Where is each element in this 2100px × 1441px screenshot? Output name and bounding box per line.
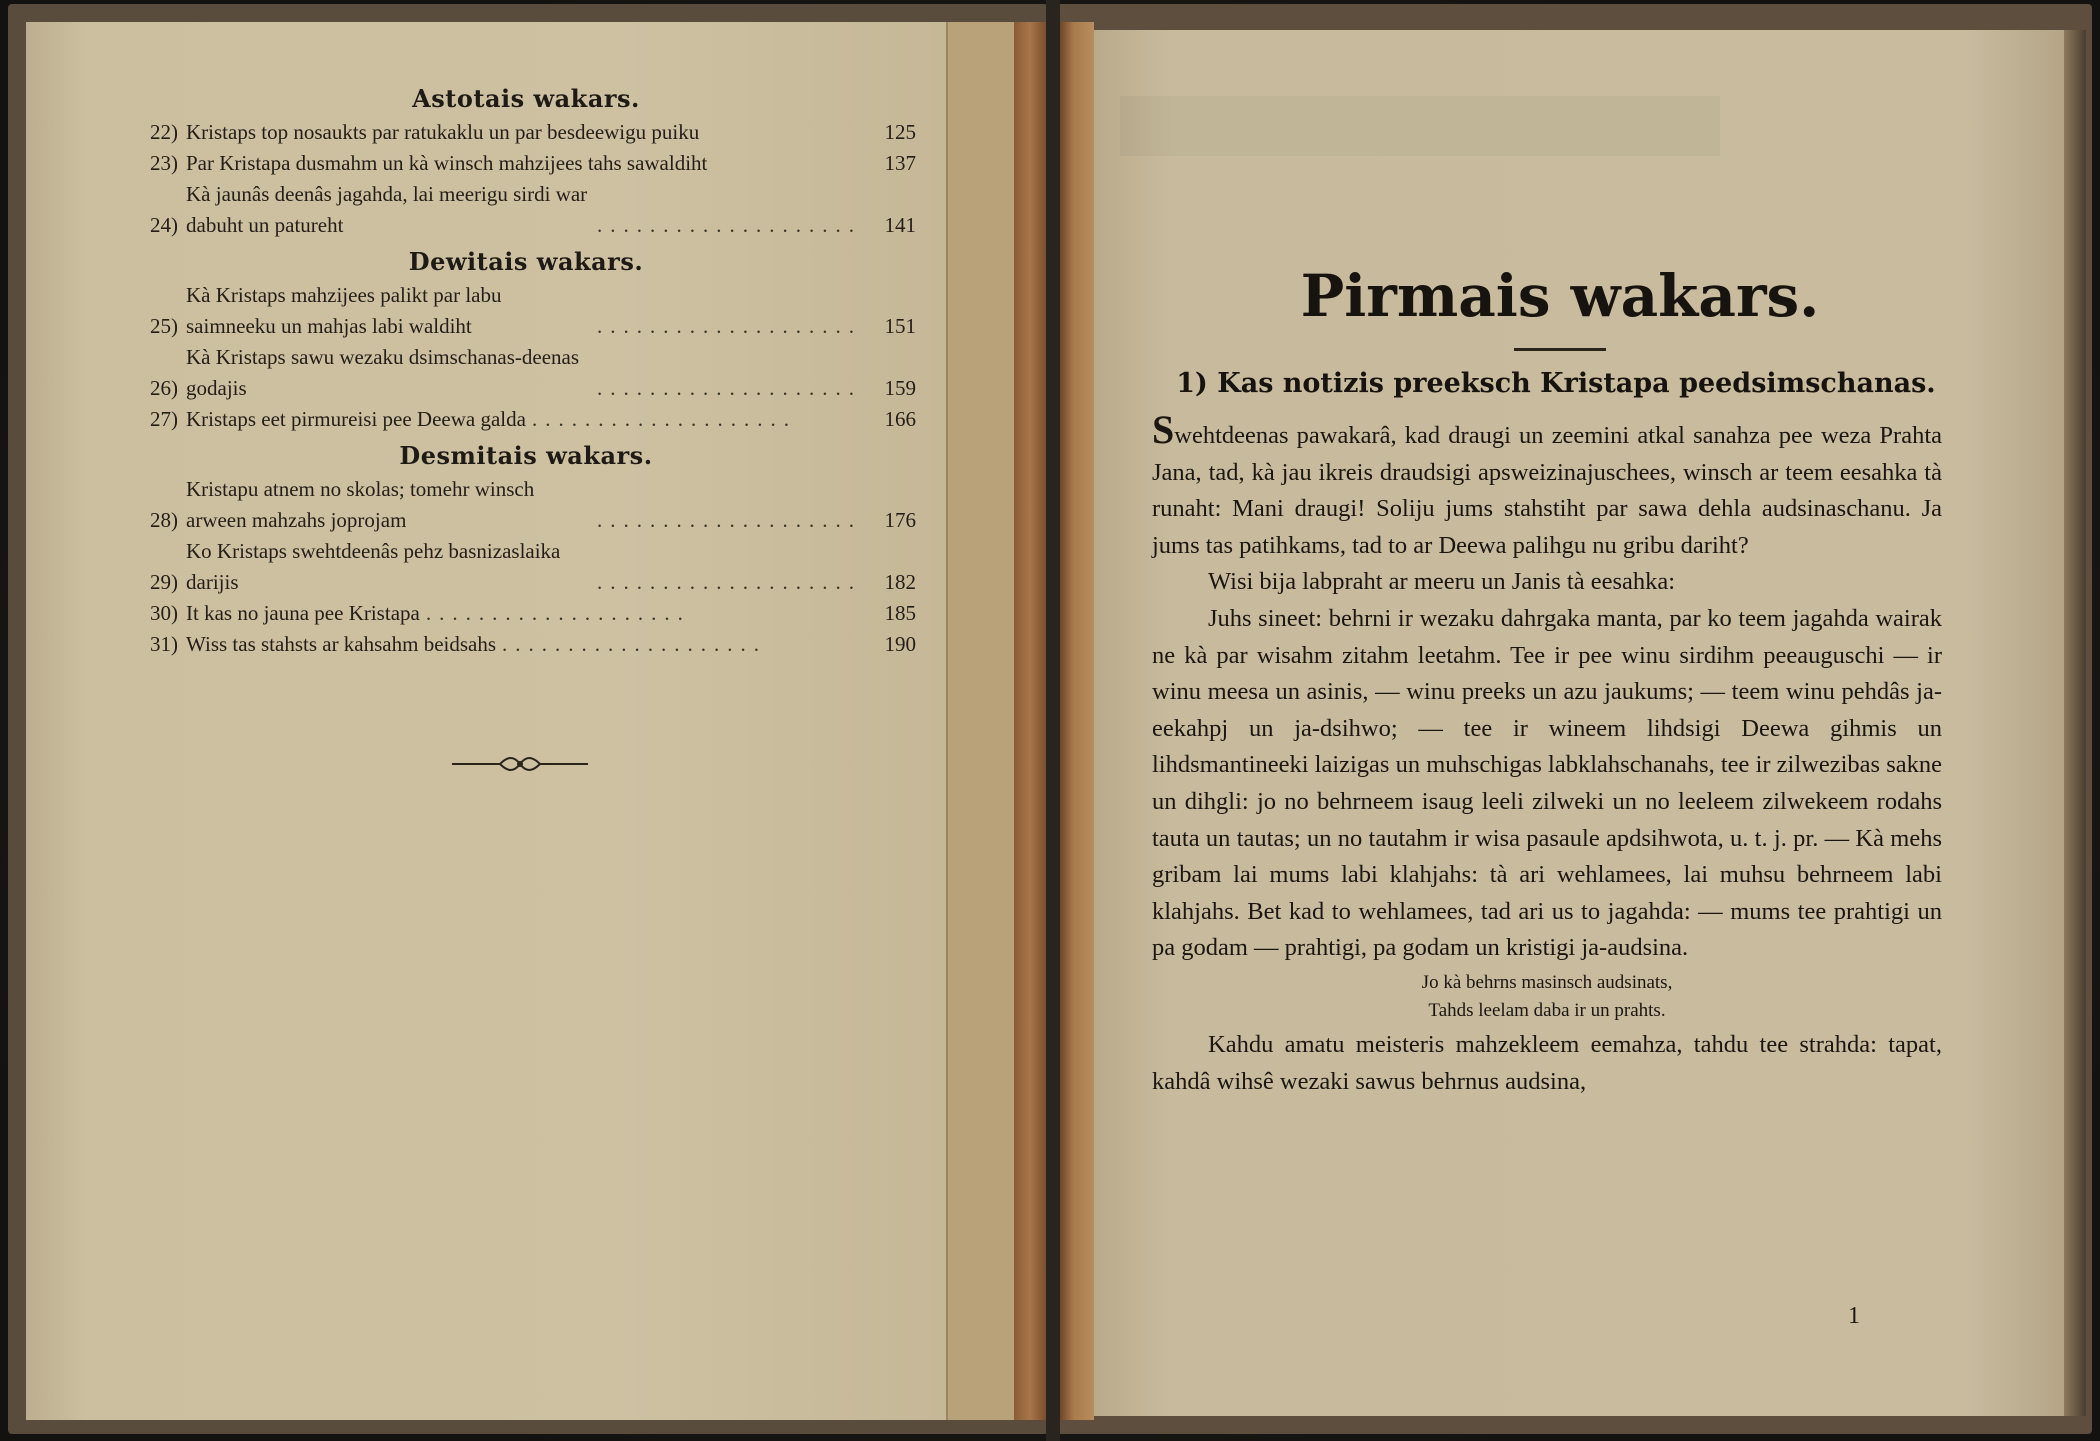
toc-entry-number: 28): [150, 508, 178, 532]
toc-section: [136, 247, 916, 435]
paragraph: [1152, 407, 1942, 564]
verse-line: Tahds leelam daba ir un prahts.: [1428, 999, 1666, 1021]
toc-entry-page: 190: [884, 632, 916, 656]
table-of-contents: [136, 84, 916, 660]
paragraph: Kahdu amatu meisteris mahzekleem eemahza, tahdu tee strahda: tapat, kahdâ wihsê wezaki sawus behrnus audsina,: [1152, 1030, 1942, 1095]
toc-entry-title: Kristaps top nosaukts par ratukaklu un par besdeewigu puiku: [186, 120, 700, 144]
toc-entry-title: Kristaps eet pirmureisi pee Deewa galda: [186, 407, 526, 431]
toc-entry: [136, 598, 916, 629]
toc-entry-page: 185: [884, 601, 916, 625]
toc-leader-dots: ....................: [597, 376, 862, 400]
toc-entry-title: Kà Kristaps mahzijees palikt par labu saimneeku un mahjas labi waldiht: [186, 283, 502, 338]
paragraph: Wisi bija labpraht ar meeru un Janis tà eesahka:: [1208, 568, 1676, 596]
toc-section-heading: Astotais wakars.: [412, 84, 640, 113]
toc-entry-number: 24): [150, 213, 178, 237]
toc-entry-number: 31): [150, 632, 178, 656]
toc-leader-dots: ....................: [531, 407, 797, 431]
toc-entry-number: 27): [150, 407, 178, 431]
toc-entry-page: 151: [884, 314, 916, 338]
binding-gutter-left: [1014, 22, 1046, 1420]
left-page-paper-strip: [946, 22, 1016, 1420]
toc-entry-number: 22): [150, 120, 178, 144]
toc-section-heading: Desmitais wakars.: [399, 441, 653, 470]
toc-entry-number: 26): [150, 376, 178, 400]
title-rule: [1514, 348, 1606, 351]
toc-entry-number: 29): [150, 570, 178, 594]
toc-entry: [136, 280, 916, 342]
toc-entry-title: Wiss tas stahsts ar kahsahm beidsahs: [186, 632, 497, 656]
binding-gutter-right: [1060, 22, 1094, 1420]
toc-entry-title: Kristapu atnem no skolas; tomehr winsch arween mahzahs joprojam: [186, 477, 535, 532]
toc-entry-page: 166: [884, 407, 916, 431]
verse: [1152, 969, 1942, 1025]
show-through-smudge: [1120, 96, 1720, 156]
toc-entry-page: 159: [884, 376, 916, 400]
toc-section: [136, 441, 916, 660]
toc-entry: [136, 629, 916, 660]
toc-entry-page: 182: [884, 570, 916, 594]
toc-section: [136, 84, 916, 241]
toc-section-heading: Dewitais wakars.: [408, 247, 644, 276]
section-heading: 1) Kas notizis preeksch Kristapa peedsimschanas.: [1176, 368, 1936, 399]
toc-entry-number: 23): [150, 151, 178, 175]
toc-entry: [136, 148, 916, 179]
chapter-body: [1152, 407, 1942, 1100]
toc-entry: [136, 179, 916, 241]
ornament-divider-icon: [450, 752, 590, 776]
drop-cap: S: [1152, 407, 1175, 452]
toc-entry-title: Kà Kristaps sawu wezaku dsimschanas-deenas godajis: [186, 345, 580, 400]
chapter-title: Pirmais wakars.: [1300, 262, 1820, 330]
verse-line: Jo kà behrns masinsch audsinats,: [1421, 971, 1673, 993]
toc-entry: [136, 117, 916, 148]
toc-entry-number: 25): [150, 314, 178, 338]
toc-leader-dots: ....................: [597, 213, 862, 237]
page-number: 1: [1848, 1303, 1860, 1329]
toc-entry-title: Kà jaunâs deenâs jagahda, lai meerigu sirdi war dabuht un patureht: [186, 182, 588, 237]
toc-entry-page: 137: [884, 151, 916, 175]
toc-entry-title: Par Kristapa dusmahm un kà winsch mahzijees tahs sawaldiht: [186, 151, 708, 175]
toc-leader-dots: ....................: [597, 570, 862, 594]
toc-leader-dots: ....................: [597, 314, 862, 338]
book-spine: [1046, 0, 1060, 1441]
right-page-edge: [2064, 30, 2086, 1416]
toc-entry-title: It kas no jauna pee Kristapa: [186, 601, 420, 625]
toc-leader-dots: ....................: [597, 508, 862, 532]
toc-entry: [136, 536, 916, 598]
paragraph: Juhs sineet: behrni ir wezaku dahrgaka manta, par ko teem jagahda wairak ne kà par wisahm zitahm leetahm. Tee ir pee winu sirdihm peeauguschi — ir winu meesa un asinis, — winu preeks un azu jaukums; — teem winu pehdâs ja-eekahpj un ja-dsihwo; — tee ir wineem lihdsigi Deewa gihmis un lihdsmantineeki laizigas un muhschigas labklahschanahs, tee ir zilwezibas sakne un dihgli: jo no behrneem isaug leeli zilweki un no leeleem zilwekeem rodahs tauta un tautas; un no tautahm ir wisa pasaule apdsihwota, u. t. j. pr. — Kà mehs gribam lai mums labi klahjahs: tà ari wehlamees, lai muhsu behrneem labi klahjahs. Bet kad to wehlamees, tad ari us to jagahda: — mums tee prahtigi un pa godam — prahtigi, pa godam un kristigi ja-audsina.: [1152, 604, 1942, 962]
toc-leader-dots: ....................: [502, 632, 768, 656]
toc-leader-dots: ....................: [425, 601, 691, 625]
toc-entry: [136, 342, 916, 404]
paragraph-text: wehtdeenas pawakarâ, kad draugi un zeemini atkal sanahza pee weza Prahta Jana, tad, kà jau ikreis draudsigi apsweizinajuschees, winsch ar teem eesahka tà runaht: Mani draugi! Soliju jums stahstiht par sawa dehla audsinaschanu. Ja jums tas patihkams, tad to ar Deewa palihgu nu gribu dariht?: [1152, 422, 1942, 559]
toc-entry-page: 141: [884, 213, 916, 237]
toc-entry: [136, 404, 916, 435]
toc-entry: [136, 474, 916, 536]
toc-entry-page: 125: [884, 120, 916, 144]
toc-entry-number: 30): [150, 601, 178, 625]
toc-entry-title: Ko Kristaps swehtdeenâs pehz basnizaslaika darijis: [186, 539, 561, 594]
toc-entry-page: 176: [884, 508, 916, 532]
